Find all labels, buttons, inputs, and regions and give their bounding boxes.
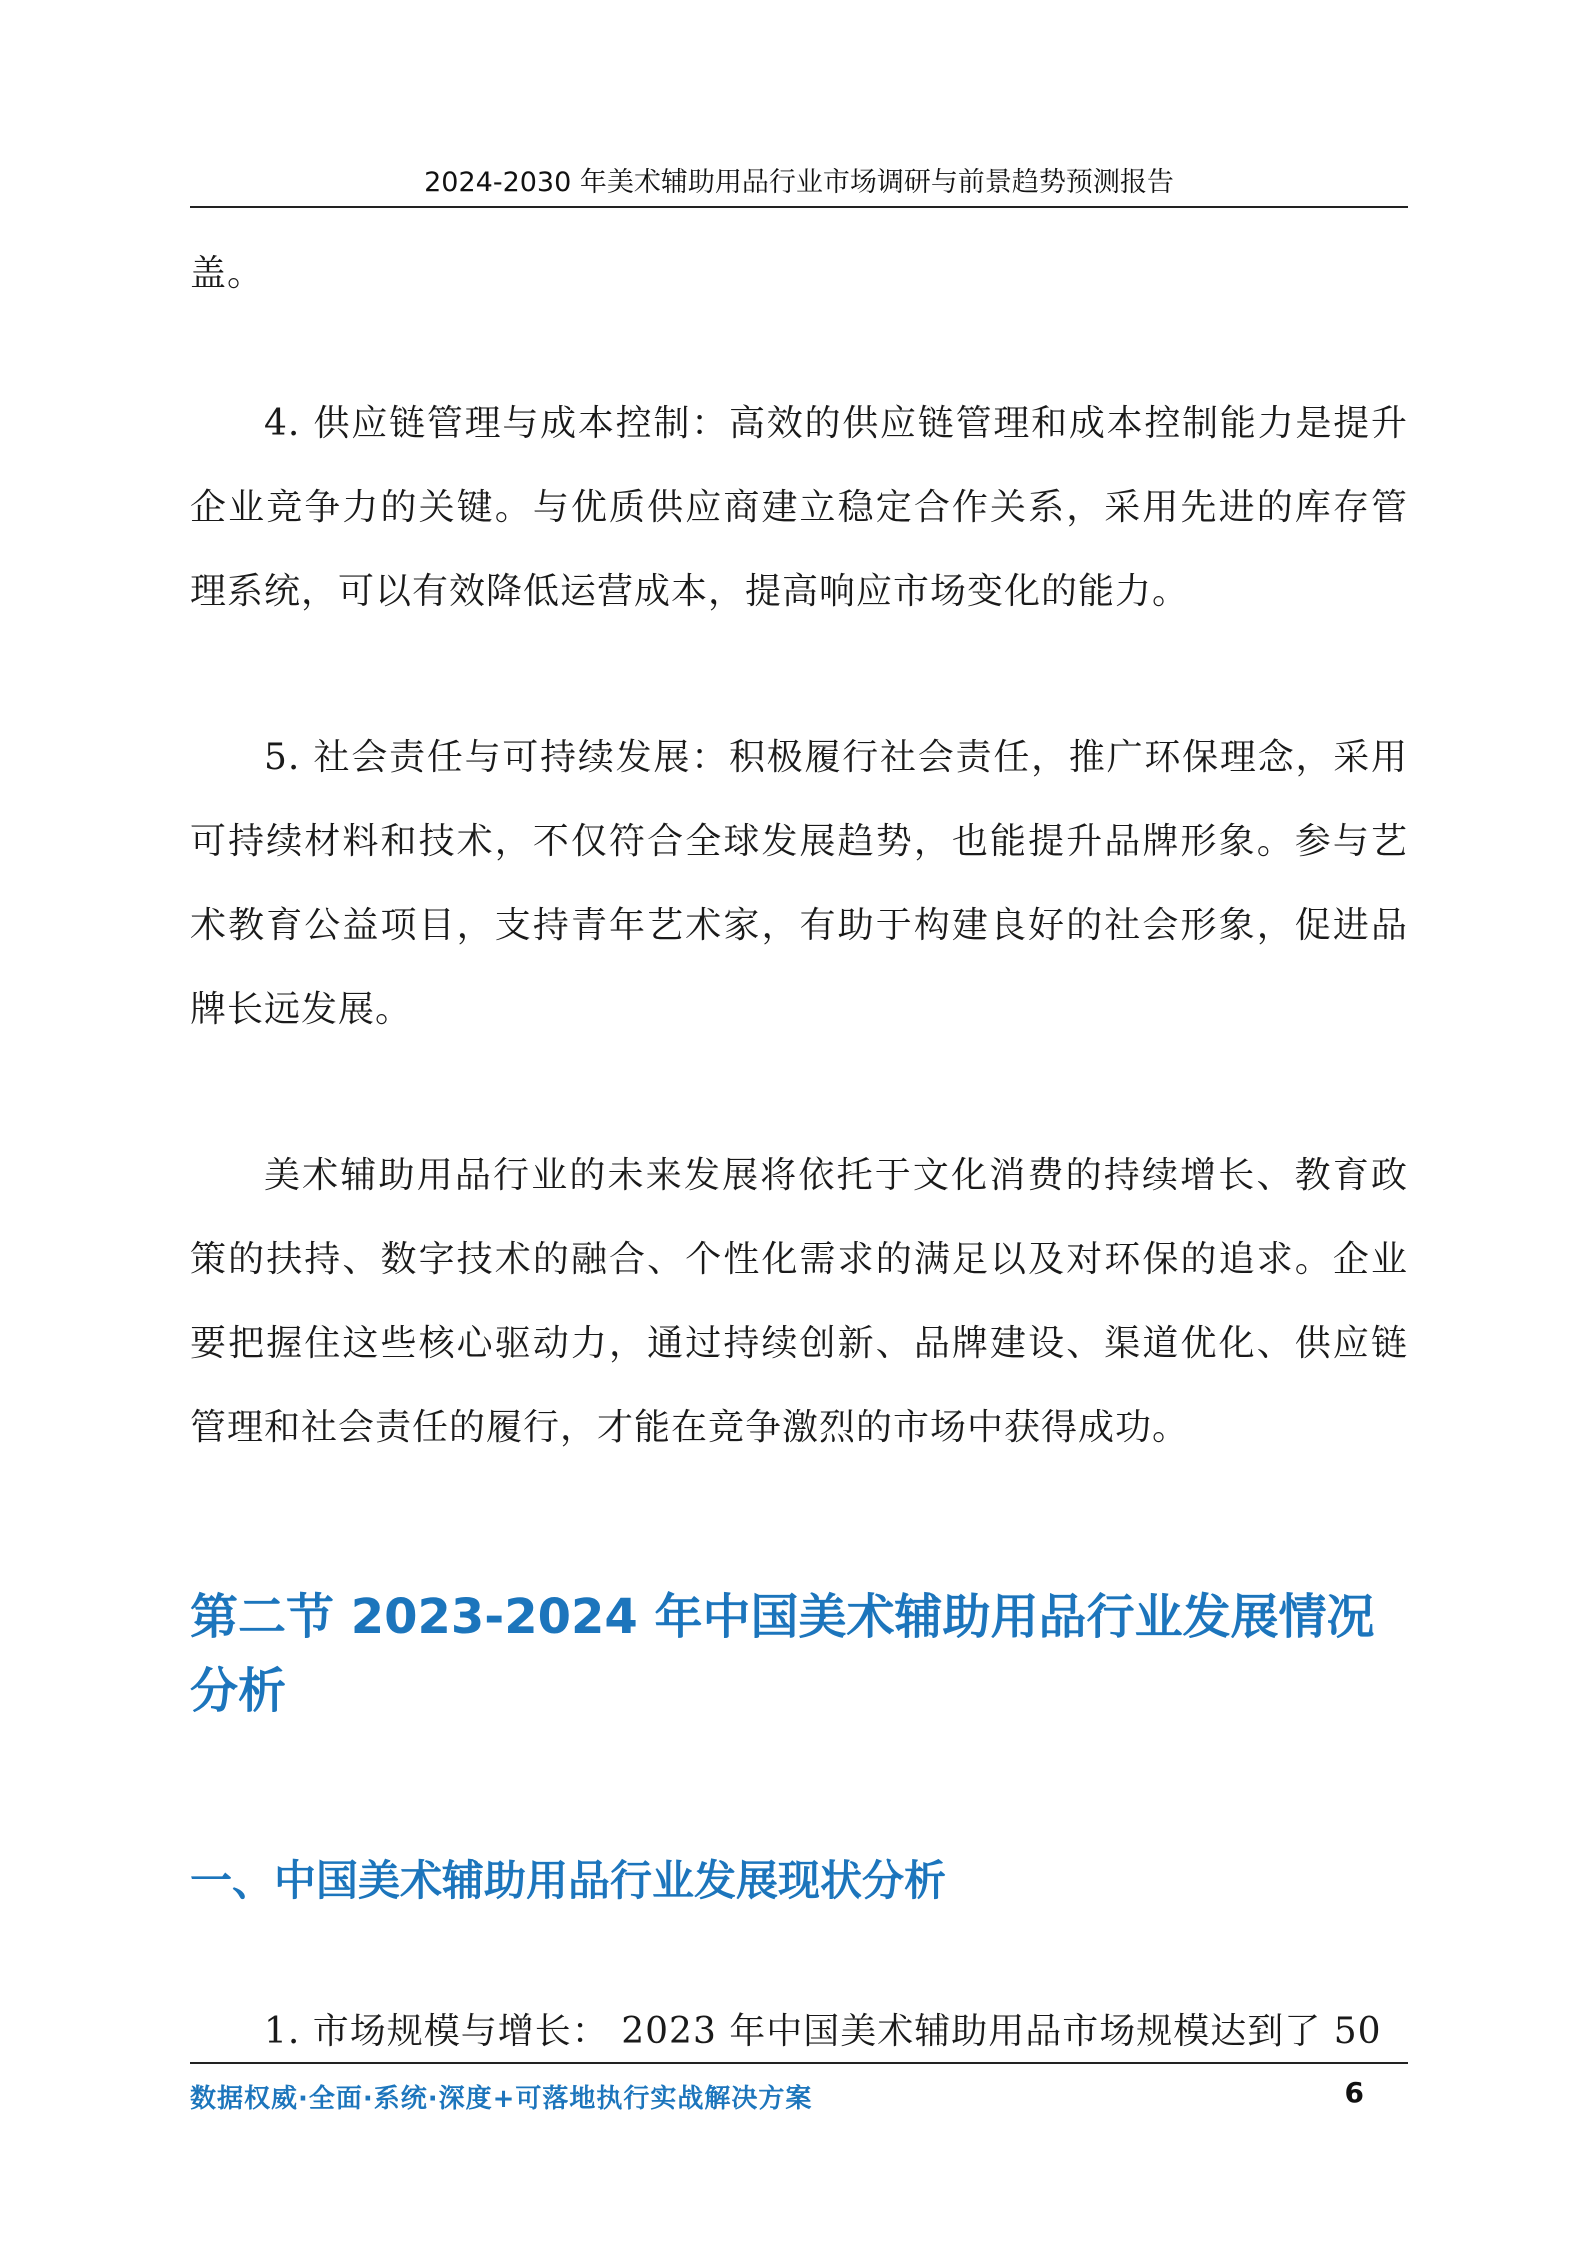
item-5-block [190, 716, 1408, 1052]
paragraph-item-1: 1. 市场规模与增长： 2023 年中国美术辅助用品市场规模达到了 50 [264, 2011, 1382, 2052]
footer-divider [190, 2062, 1408, 2064]
header-divider [190, 206, 1408, 208]
summary-block [190, 1134, 1408, 1470]
fragment-block [190, 232, 1408, 316]
paragraph-item-5: 5. 社会责任与可持续发展：积极履行社会责任，推广环保理念，采用可持续材料和技术，不仅符合全球发展趋势，也能提升品牌形象。参与艺术教育公益项目，支持青年艺术家，有助于构建良好的社会形象，促进品牌长远发展。 [190, 737, 1408, 1030]
paragraph-fragment: 盖。 [190, 253, 265, 294]
item-4-block [190, 382, 1408, 634]
paragraph-item-4: 4. 供应链管理与成本控制：高效的供应链管理和成本控制能力是提升企业竞争力的关键。与优质供应商建立稳定合作关系，采用先进的库存管理系统，可以有效降低运营成本，提高响应市场变化的能力。 [190, 403, 1408, 612]
section-title: 第二节 2023-2024 年中国美术辅助用品行业发展情况分析 [190, 1589, 1375, 1719]
paragraph-summary: 美术辅助用品行业的未来发展将依托于文化消费的持续增长、教育政策的扶持、数字技术的融合、个性化需求的满足以及对环保的追求。企业要把握住这些核心驱动力，通过持续创新、品牌建设、渠道优化、供应链管理和社会责任的履行，才能在竞争激烈的市场中获得成功。 [190, 1155, 1408, 1448]
footer-slogan: 数据权威·全面·系统·深度+可落地执行实战解决方案 [190, 2084, 813, 2114]
page-number: 6 [1344, 2076, 1364, 2109]
page-header-title: 2024-2030 年美术辅助用品行业市场调研与前景趋势预测报告 [424, 167, 1174, 198]
subsection-title: 一、中国美术辅助用品行业发展现状分析 [190, 1856, 947, 1905]
